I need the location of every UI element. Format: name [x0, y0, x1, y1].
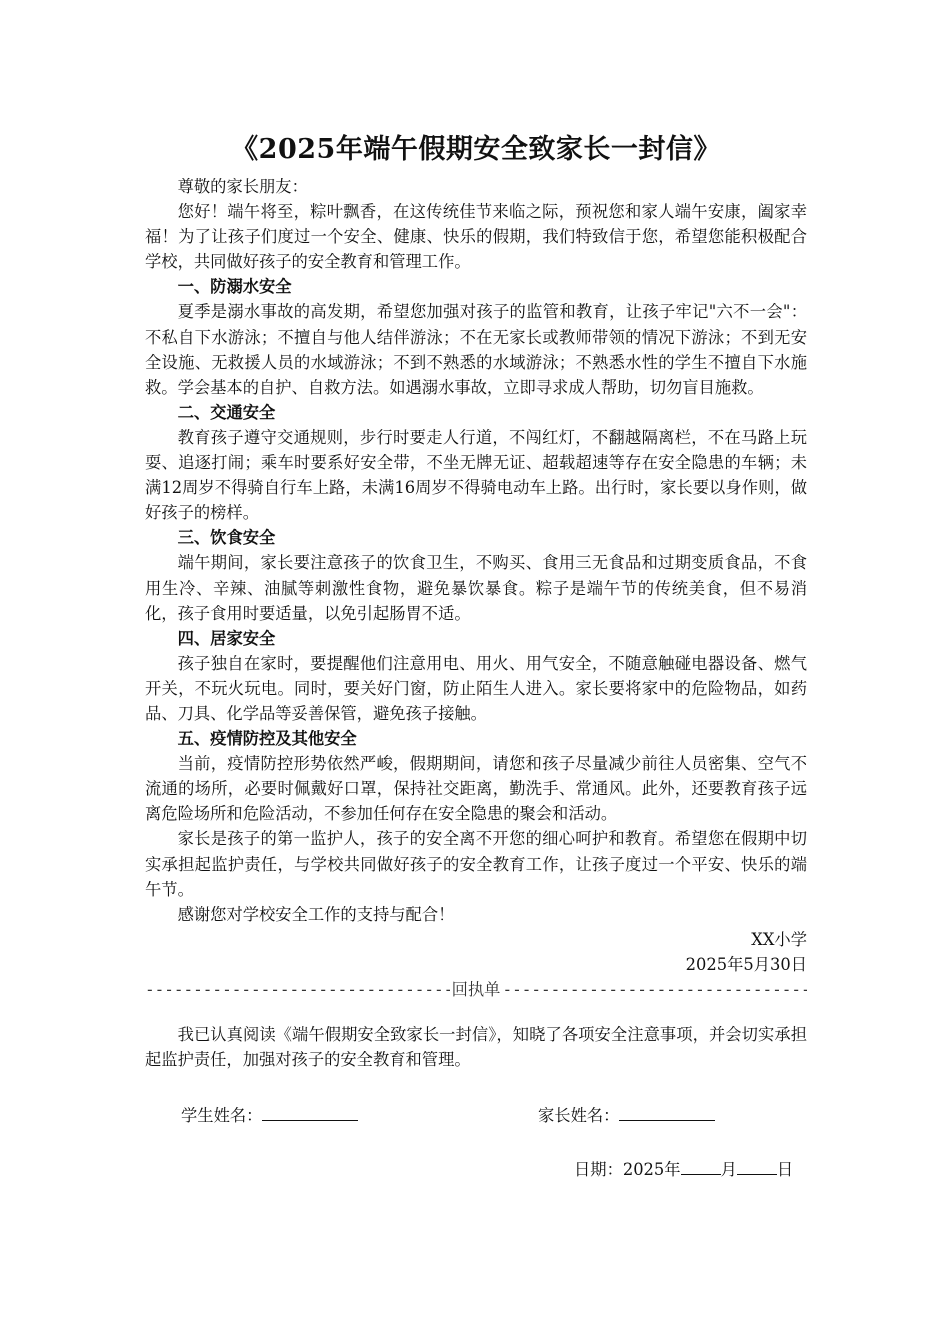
receipt-date-prefix: 日期：2025年 — [574, 1160, 681, 1180]
letter-date: 2025年5月30日 — [685, 954, 807, 974]
section-heading-home: 四、居家安全 — [177, 628, 276, 648]
section-body-home: 孩子独自在家时，要提醒他们注意用电、用火、用气安全，不随意触碰电器设备、燃气开关，不玩火玩电。同时，要关好门窗，防止陌生人进入。家长要将家中的危险物品，如药品、刀具、化学品等妥善保管，避免孩子接触。 — [145, 653, 807, 723]
letter-title: 《2025年端午假期安全致家长一封信》 — [231, 134, 721, 165]
parent-name-label: 家长姓名： — [538, 1106, 620, 1126]
section-heading-epidemic: 五、疫情防控及其他安全 — [177, 729, 357, 749]
receipt-divider — [145, 977, 807, 1002]
day-label: 日 — [776, 1160, 794, 1180]
thanks-line: 感谢您对学校安全工作的支持与配合！ — [177, 904, 455, 924]
month-label: 月 — [720, 1160, 737, 1180]
month-blank[interactable] — [681, 1156, 721, 1175]
section-body-epidemic: 当前，疫情防控形势依然严峻，假期期间，请您和孩子尽量减少前往人员密集、空气不流通的场所，必要时佩戴好口罩，保持社交距离，勤洗手、常通风。此外，还要教育孩子远离危险场所和危险活动，不参加任何存在安全隐患的聚会和活动。 — [145, 754, 807, 824]
signature-row — [145, 1102, 807, 1128]
closing-paragraph: 家长是孩子的第一监护人，孩子的安全离不开您的细心呵护和教育。希望您在假期中切实承担起监护责任，与学校共同做好孩子的安全教育工作，让孩子度过一个平安、快乐的端午节。 — [145, 829, 807, 899]
student-name-field — [145, 1102, 538, 1128]
salutation: 尊敬的家长朋友： — [177, 177, 308, 196]
intro-paragraph: 您好！端午将至，粽叶飘香，在这传统佳节来临之际，预祝您和家人端午安康，阖家幸福！为了让孩子们度过一个安全、健康、快乐的假期，我们特致信于您，希望您能积极配合学校，共同做好孩子的安全教育和管理工作。 — [145, 202, 807, 272]
section-body-drowning: 夏季是溺水事故的高发期，希望您加强对孩子的监管和教育，让孩子牢记"六不一会"：不私自下水游泳；不擅自与他人结伴游泳；不在无家长或教师带领的情况下游泳；不到无安全设施、无救援人员的水域游泳；不到不熟悉的水域游泳；不熟悉水性的学生不擅自下水施救。学会基本的自护、自救方法。如遇溺水事故，立即寻求成人帮助，切勿盲目施救。 — [145, 302, 807, 397]
divider-dashes-right — [502, 977, 807, 1002]
section-heading-traffic: 二、交通安全 — [177, 402, 276, 422]
student-name-blank[interactable] — [262, 1102, 358, 1121]
section-heading-food: 三、饮食安全 — [177, 528, 276, 548]
receipt-date-row — [145, 1156, 807, 1182]
sender-name: XX小学 — [751, 929, 807, 949]
section-body-food: 端午期间，家长要注意孩子的饮食卫生，不购买、食用三无食品和过期变质食品，不食用生冷、辛辣、油腻等刺激性食物，避免暴饮暴食。粽子是端午节的传统美食，但不易消化，孩子食用时要适量，以免引起肠胃不适。 — [145, 553, 807, 623]
parent-name-blank[interactable] — [619, 1102, 715, 1121]
student-name-label: 学生姓名： — [181, 1106, 263, 1126]
day-blank[interactable] — [737, 1156, 777, 1175]
letter-page — [145, 128, 807, 1182]
divider-dashes-left — [145, 977, 450, 1002]
receipt-statement: 我已认真阅读《端午假期安全致家长一封信》，知晓了各项安全注意事项，并会切实承担起监护责任，加强对孩子的安全教育和管理。 — [145, 1025, 807, 1070]
parent-name-field — [538, 1102, 715, 1128]
section-body-traffic: 教育孩子遵守交通规则，步行时要走人行道，不闯红灯，不翻越隔离栏，不在马路上玩耍、追逐打闹；乘车时要系好安全带，不坐无牌无证、超载超速等存在安全隐患的车辆；未满12周岁不得骑自行车上路，未满16周岁不得骑电动车上路。出行时，家长要以身作则，做好孩子的榜样。 — [145, 427, 807, 523]
section-heading-drowning: 一、防溺水安全 — [177, 277, 292, 297]
receipt-title: 回执单 — [451, 980, 501, 999]
